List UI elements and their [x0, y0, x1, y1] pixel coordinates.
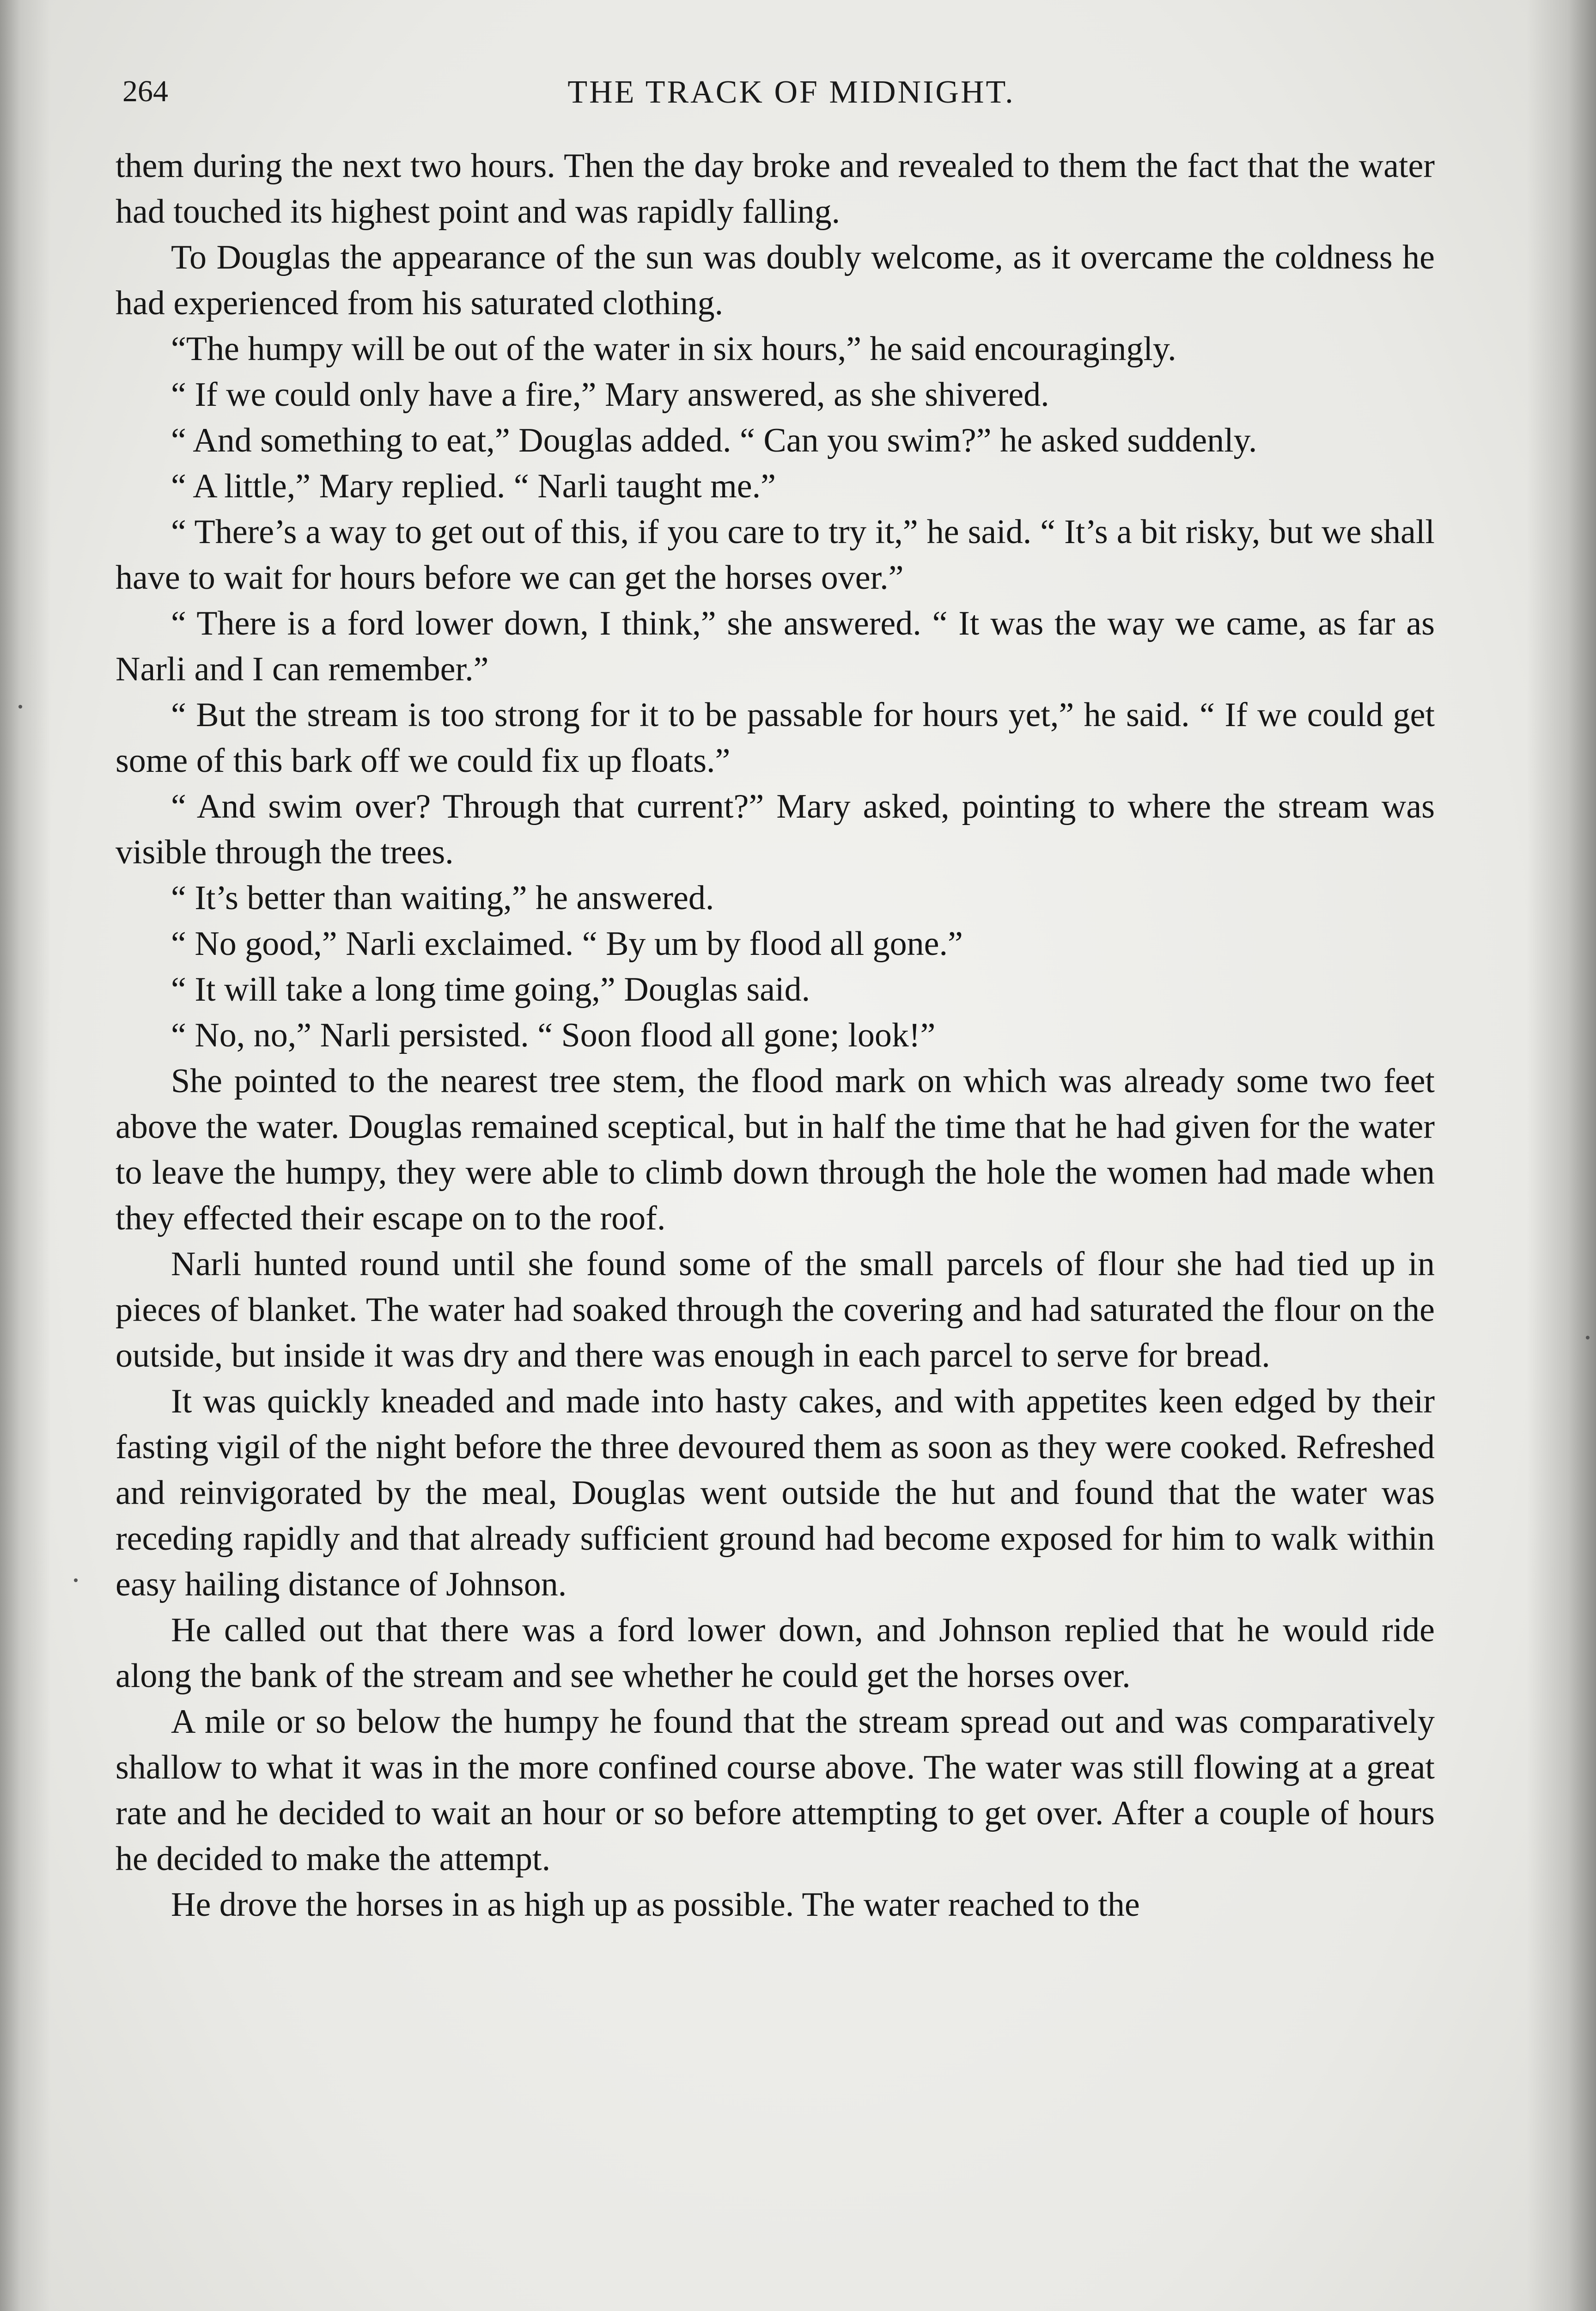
paragraph: “ No good,” Narli exclaimed. “ By um by flood all gone.”	[171, 925, 963, 963]
page-edge-shadow	[1527, 0, 1596, 2311]
ink-speck	[18, 705, 22, 709]
page-header	[122, 69, 1460, 129]
ink-speck	[74, 1578, 78, 1582]
paragraph: It was quickly kneaded and made into hasty cakes, and with appetites keen edged by their fasting vigil of the night before the three devoured them as soon as they were cooked. Refreshed and reinvigorated by the meal, Douglas went outside the hut and found that the water was receding rapidly and that already sufficient ground had become exposed for him to walk within easy hailing distance of Johnson.	[116, 1382, 1435, 1603]
paragraph: “ And something to eat,” Douglas added. “ Can you swim?” he asked suddenly.	[171, 422, 1257, 459]
paragraph: He drove the horses in as high up as possible. The water reached to the	[171, 1886, 1140, 1924]
paragraph: “ It’s better than waiting,” he answered.	[171, 879, 714, 917]
binding-shadow	[0, 0, 51, 2311]
paragraph: She pointed to the nearest tree stem, the flood mark on which was already some two feet above the water. Douglas remained sceptical, but in half the time that he had given for the water to leave the humpy, they were able to climb down through the hole the women had made when they effected their escape on to the roof.	[116, 1062, 1435, 1237]
paragraph: “ A little,” Mary replied. “ Narli taught me.”	[171, 467, 776, 505]
paragraph: “ It will take a long time going,” Douglas said.	[171, 971, 810, 1009]
running-title: THE TRACK OF MIDNIGHT.	[567, 74, 1015, 110]
paragraph: “ There’s a way to get out of this, if you care to try it,” he said. “ It’s a bit risky, but we shall have to wait for hours before we can get the horses over.”	[116, 513, 1435, 597]
paragraph: “ There is a ford lower down, I think,” she answered. “ It was the way we came, as far as Narli and I can remember.”	[116, 605, 1435, 688]
paragraph: “The humpy will be out of the water in six hours,” he said encouragingly.	[171, 330, 1176, 368]
ink-speck	[1586, 1336, 1590, 1339]
paragraph: “ But the stream is too strong for it to be passable for hours yet,” he said. “ If we could get some of this bark off we could fix up floats.”	[116, 696, 1435, 780]
body-text	[116, 143, 1435, 1928]
paragraph: Narli hunted round until she found some of the small parcels of flour she had tied up in pieces of blanket. The water had soaked through the covering and had saturated the flour on the outside, but inside it was dry and there was enough in each parcel to serve for bread.	[116, 1245, 1435, 1375]
page-number: 264	[122, 74, 168, 108]
paragraph: them during the next two hours. Then the day broke and revealed to them the fact that the water had touched its highest point and was rapidly falling.	[116, 147, 1435, 231]
paragraph: A mile or so below the humpy he found that the stream spread out and was comparatively shallow to what it was in the more confined course above. The water was still flowing at a great rate and he decided to wait an hour or so before attempting to get over. After a couple of hours he decided to make the attempt.	[116, 1703, 1435, 1878]
paragraph: “ No, no,” Narli persisted. “ Soon flood all gone; look!”	[171, 1016, 936, 1054]
paragraph: “ If we could only have a fire,” Mary answered, as she shivered.	[171, 376, 1049, 414]
paragraph: “ And swim over? Through that current?” Mary asked, pointing to where the stream was visible through the trees.	[116, 788, 1435, 871]
paragraph: To Douglas the appearance of the sun was doubly welcome, as it overcame the coldness he had experienced from his saturated clothing.	[116, 238, 1435, 322]
paragraph: He called out that there was a ford lower down, and Johnson replied that he would ride along the bank of the stream and see whether he could get the horses over.	[116, 1611, 1435, 1695]
